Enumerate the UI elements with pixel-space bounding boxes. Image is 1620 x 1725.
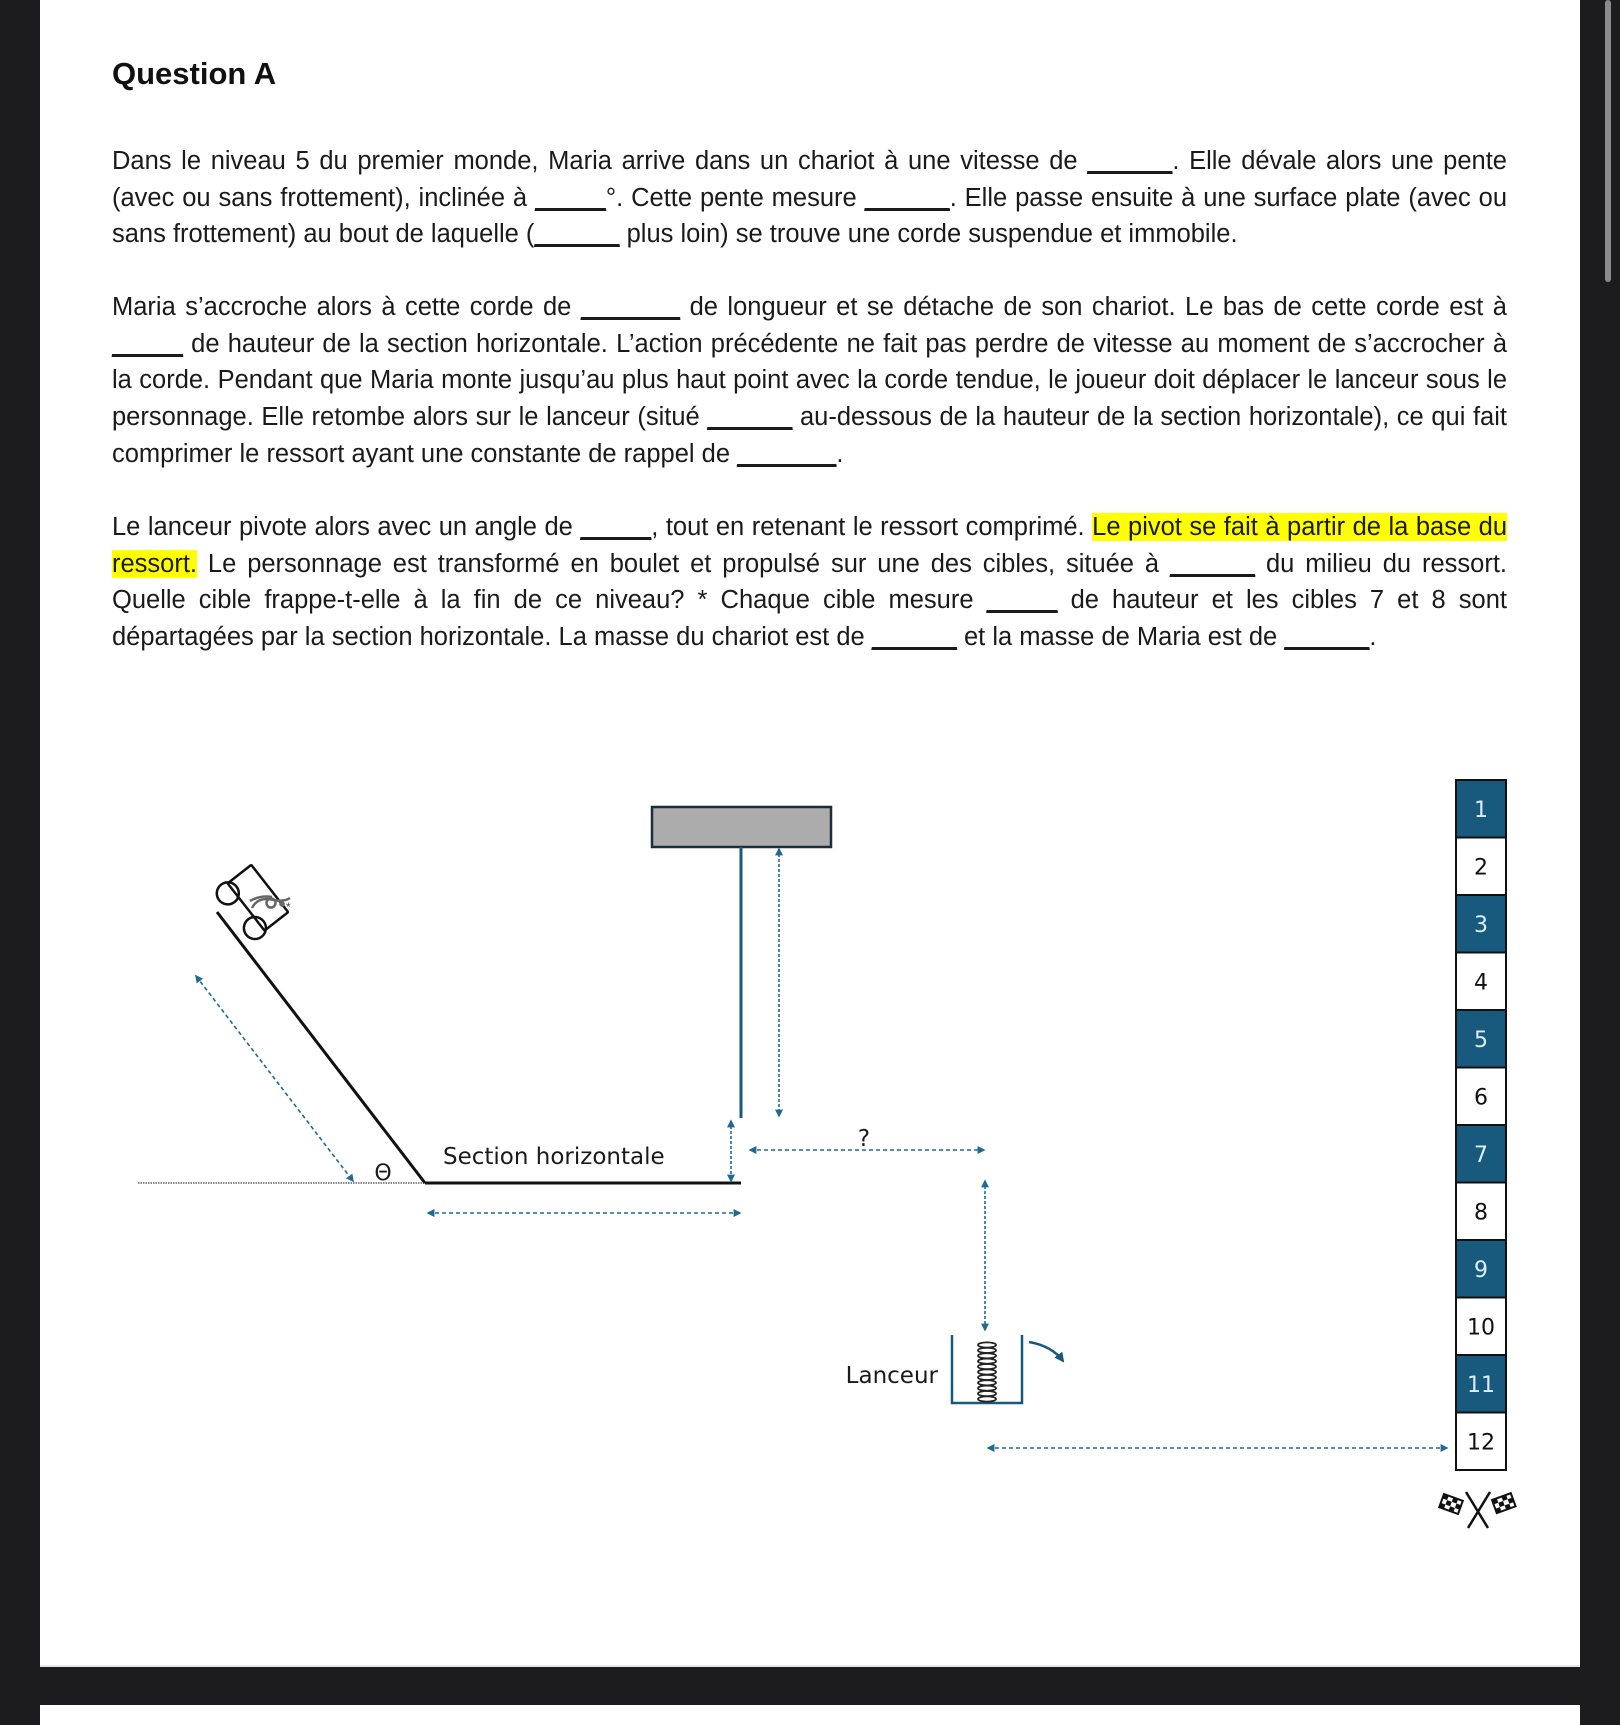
paragraph-text: . xyxy=(1369,623,1377,652)
paragraph-text: Dans le niveau 5 du premier monde, Maria arrive dans un chariot à une vitesse de xyxy=(112,147,1088,175)
spring-coil xyxy=(978,1342,996,1347)
slope-length-dimension xyxy=(196,976,353,1181)
target-9 xyxy=(1456,1240,1506,1298)
paragraph-text: . Elle passe ensuite à une surface plate (avec ou sans frottement) au bout de laquelle ( xyxy=(112,183,1507,249)
paragraph-text: au-dessous de la hauteur de la section horizontale), ce qui fait comprimer le ressort ayant une constante de rappel de xyxy=(112,403,1507,468)
paragraph-text: , tout en retenant le ressort comprimé. xyxy=(651,513,1093,541)
target-number: 4 xyxy=(1474,970,1488,996)
paragraph-text: Maria s’accroche alors à cette corde de xyxy=(112,293,581,321)
ceiling-block xyxy=(652,807,831,847)
spring-coil xyxy=(978,1396,996,1401)
paragraph-text: Le personnage est transformé en boulet et propulsé sur une des cibles, située à xyxy=(197,549,1170,578)
paragraph-text: du milieu du ressort. Quelle cible frappe-t-elle à la fin de ce niveau? * Chaque cible mesure xyxy=(112,549,1508,615)
target-number: 6 xyxy=(1474,1085,1488,1111)
spring-coil xyxy=(978,1391,996,1396)
target-4 xyxy=(1456,953,1506,1011)
paragraph-text: °. Cette pente mesure xyxy=(605,183,865,212)
horizontal-section-label: Section horizontale xyxy=(443,1144,665,1170)
launcher-label: Lanceur xyxy=(845,1363,938,1389)
theta-label: Θ xyxy=(374,1161,392,1186)
target-number: 3 xyxy=(1474,912,1488,938)
spring-coil xyxy=(978,1375,996,1380)
rotation-arrow-icon xyxy=(1029,1342,1063,1361)
target-12 xyxy=(1456,1413,1506,1471)
spring-coil xyxy=(978,1359,996,1364)
paragraph-text: . xyxy=(836,439,844,468)
paragraph-text: . Elle dévale alors une pente (avec ou sans frottement), inclinée à xyxy=(112,147,1507,212)
answer-blank: _______ xyxy=(737,439,837,468)
spring-coil xyxy=(978,1369,996,1374)
spring-coil xyxy=(978,1386,996,1391)
slope-line xyxy=(217,912,425,1183)
target-7 xyxy=(1456,1125,1506,1183)
target-5 xyxy=(1456,1010,1506,1068)
target-number: 9 xyxy=(1474,1257,1488,1283)
target-1 xyxy=(1456,780,1506,838)
spring-icon xyxy=(978,1342,996,1401)
paragraph-text: Le lanceur pivote alors avec un angle de xyxy=(112,513,581,541)
answer-blank: _____ xyxy=(580,513,652,541)
target-6 xyxy=(1456,1068,1506,1126)
answer-blank: _____ xyxy=(112,329,183,358)
target-10 xyxy=(1456,1298,1506,1356)
answer-blank: _____ xyxy=(986,586,1058,615)
target-2 xyxy=(1456,838,1506,896)
spring-coil xyxy=(978,1348,996,1353)
answer-blank: ______ xyxy=(534,220,620,249)
target-number: 1 xyxy=(1474,797,1488,823)
target-3 xyxy=(1456,895,1506,953)
answer-blank: _____ xyxy=(535,183,606,212)
answer-blank: ______ xyxy=(1169,549,1256,578)
target-number: 7 xyxy=(1474,1142,1488,1168)
answer-blank: ______ xyxy=(707,403,793,432)
target-number: 2 xyxy=(1474,855,1488,881)
answer-blank: _______ xyxy=(580,293,681,321)
answer-blank: ______ xyxy=(1284,623,1370,652)
svg-text:*: * xyxy=(286,900,291,914)
paragraph-text: et la masse de Maria est de xyxy=(956,623,1285,652)
paragraph-text: de hauteur et les cibles 7 et 8 sont départagées par la section horizontale. La masse du chariot est de xyxy=(112,586,1507,652)
target-number: 12 xyxy=(1467,1430,1495,1456)
paragraph-text: plus loin) se trouve une corde suspendue et immobile. xyxy=(619,220,1238,249)
answer-blank: ______ xyxy=(864,183,950,212)
character-icon xyxy=(250,897,291,915)
target-column xyxy=(1456,780,1506,1470)
question-title: Question A xyxy=(112,56,277,91)
target-number: 5 xyxy=(1474,1027,1488,1053)
target-11 xyxy=(1456,1355,1506,1413)
checkered-flags-icon xyxy=(1439,1492,1515,1528)
paragraph-text: de longueur et se détache de son chariot. Le bas de cette corde est à xyxy=(680,293,1507,321)
highlighted-text: Le pivot se fait à partir de la base du ressort. xyxy=(112,513,1507,578)
target-number: 8 xyxy=(1474,1200,1488,1226)
paragraph-text: de hauteur de la section horizontale. L’action précédente ne fait pas perdre de vitesse au moment de s’accrocher à la corde. Pendant que Maria monte jusqu’au plus haut point avec la corde tendue, le joueur doit déplacer le lanceur sous le personnage. Elle retombe alors sur le lanceur (situé xyxy=(112,329,1507,432)
target-number: 10 xyxy=(1467,1315,1495,1341)
spring-coil xyxy=(978,1380,996,1385)
spring-coil xyxy=(978,1353,996,1358)
cart-with-character-icon xyxy=(212,863,290,944)
answer-blank: ______ xyxy=(871,623,957,652)
answer-blank: ______ xyxy=(1087,147,1173,175)
target-number: 11 xyxy=(1467,1372,1495,1398)
unknown-distance-label: ? xyxy=(857,1126,871,1152)
spring-coil xyxy=(978,1364,996,1369)
target-8 xyxy=(1456,1183,1506,1241)
